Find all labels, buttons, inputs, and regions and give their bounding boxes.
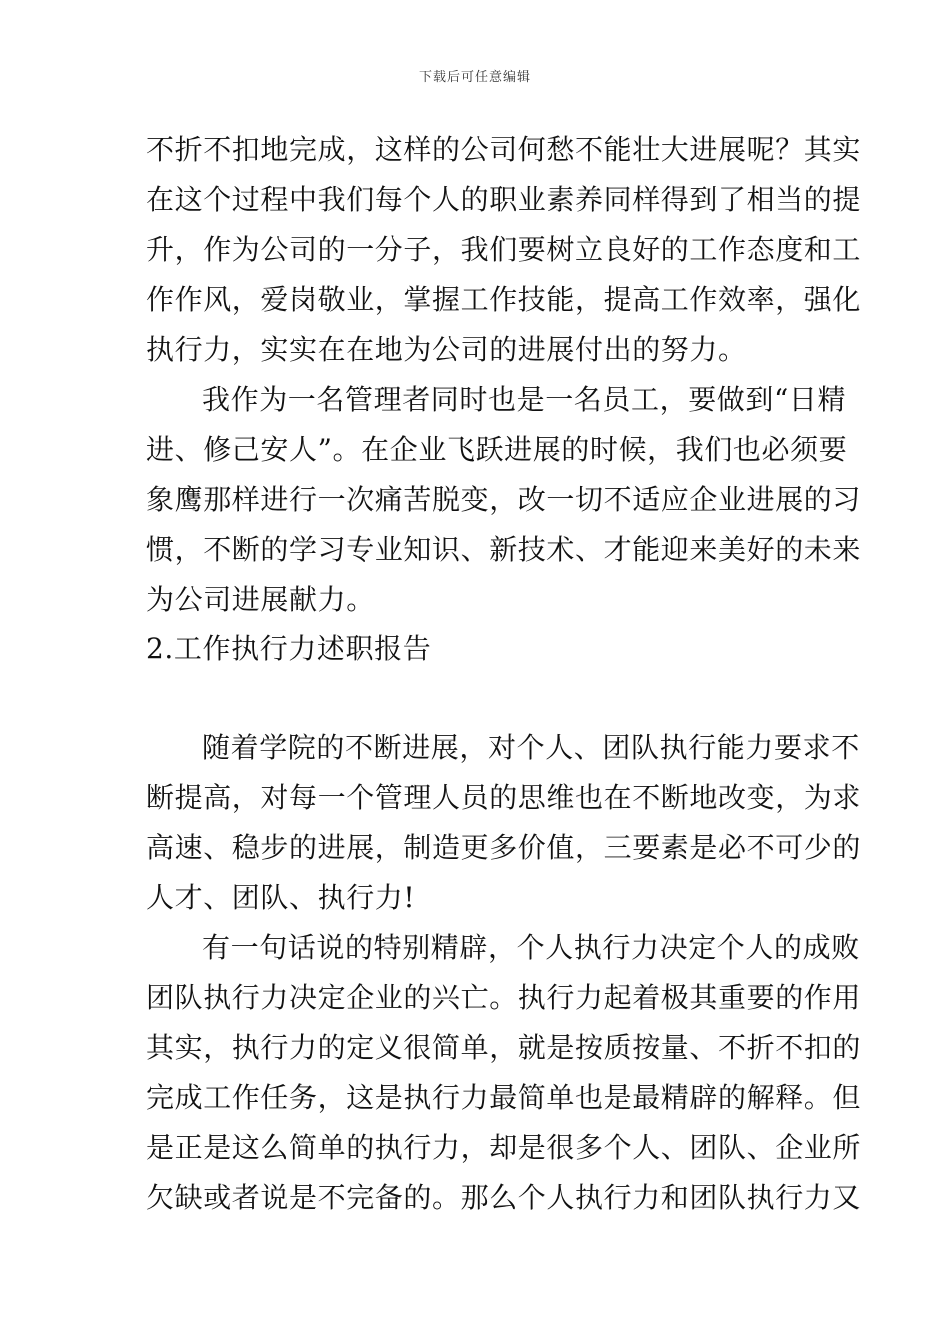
paragraph-line: 升，作为公司的一分子，我们要树立良好的工作态度和工	[146, 233, 862, 266]
paragraph-line: 不折不扣地完成，这样的公司何愁不能壮大进展呢？其实	[146, 133, 862, 166]
page-header: 下载后可任意编辑	[418, 70, 531, 85]
paragraph-line: 其实，执行力的定义很简单，就是按质按量、不折不扣的	[146, 1031, 862, 1064]
paragraph-line: 完成工作任务，这是执行力最简单也是最精辟的解释。但	[146, 1081, 862, 1114]
paragraph-line: 有一句话说的特别精辟，个人执行力决定个人的成败	[202, 931, 860, 964]
paragraph-line: 象鹰那样进行一次痛苦脱变，改一切不适应企业进展的习	[146, 483, 862, 516]
paragraph-line: 随着学院的不断进展，对个人、团队执行能力要求不	[202, 731, 860, 764]
paragraph-line: 惯，不断的学习专业知识、新技术、才能迎来美好的未来	[146, 533, 862, 566]
paragraph-line: 是正是这么简单的执行力，却是很多个人、团队、企业所	[146, 1131, 862, 1164]
paragraph-line: 为公司进展献力。	[146, 583, 375, 616]
paragraph-line: 断提高，对每一个管理人员的思维也在不断地改变，为求	[146, 781, 862, 814]
paragraph-line: 在这个过程中我们每个人的职业素养同样得到了相当的提	[146, 183, 862, 216]
paragraph-line: 高速、稳步的进展，制造更多价值，三要素是必不可少的	[146, 831, 862, 864]
paragraph-line: 我作为一名管理者同时也是一名员工，要做到“日精	[202, 383, 847, 416]
paragraph-line: 执行力，实实在在地为公司的进展付出的努力。	[146, 333, 747, 366]
paragraph-line: 进、修己安人”。在企业飞跃进展的时候，我们也必须要	[146, 433, 848, 466]
paragraph-line: 团队执行力决定企业的兴亡。执行力起着极其重要的作用	[146, 981, 862, 1014]
paragraph-line: 欠缺或者说是不完备的。那么个人执行力和团队执行力又	[146, 1181, 862, 1214]
section-heading: 2.工作执行力述职报告	[146, 632, 432, 665]
paragraph-line: 人才、团队、执行力!	[146, 881, 416, 914]
paragraph-line: 作作风，爱岗敬业，掌握工作技能，提高工作效率，强化	[146, 283, 862, 316]
